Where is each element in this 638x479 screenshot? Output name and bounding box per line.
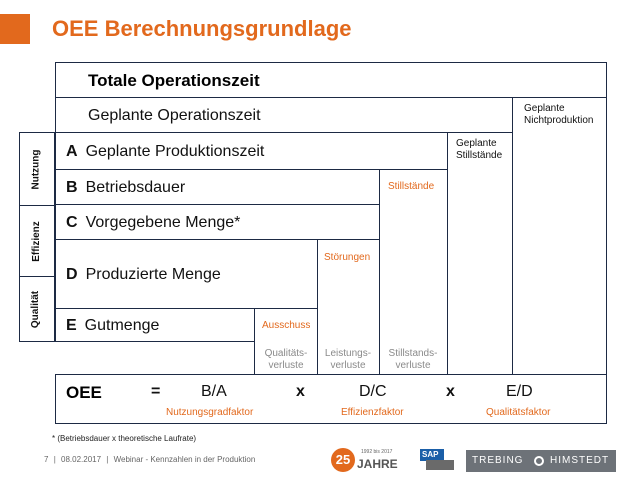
anniversary-word: JAHRE bbox=[357, 457, 398, 471]
row-e-box bbox=[55, 308, 255, 342]
stillstaende-label: Stillstände bbox=[388, 181, 435, 192]
row-d-text: Produzierte Menge bbox=[85, 266, 221, 283]
row-d-letter: D bbox=[66, 266, 78, 283]
effizienz-label: Effizienz bbox=[30, 220, 42, 262]
footer-text: Webinar - Kennzahlen in der Produktion bbox=[113, 455, 256, 464]
sap-logo-text: SAP bbox=[422, 450, 439, 459]
row-a-letter: A bbox=[66, 143, 78, 160]
row-a-box bbox=[55, 132, 448, 170]
formula-equals: = bbox=[151, 383, 161, 400]
trebing-logo-mark bbox=[534, 456, 544, 466]
row-e-text: Gutmenge bbox=[84, 317, 160, 334]
anniversary-logo bbox=[331, 448, 411, 472]
planned-nonproduction-box bbox=[512, 97, 607, 375]
title-accent-bar bbox=[0, 14, 30, 44]
formula-dc-caption: Effizienzfaktor bbox=[341, 407, 404, 418]
formula-ba: B/A bbox=[201, 383, 227, 400]
total-operation-time-box bbox=[55, 62, 607, 98]
row-b-box bbox=[55, 169, 380, 205]
planned-stops-label: Geplante Stillstände bbox=[456, 138, 503, 161]
trebing-himstedt-logo bbox=[466, 450, 616, 472]
row-c-box bbox=[55, 204, 380, 240]
formula-x2: x bbox=[446, 383, 455, 400]
formula-ed: E/D bbox=[506, 383, 533, 400]
row-c-letter: C bbox=[66, 214, 78, 231]
row-d-box bbox=[55, 239, 318, 309]
row-c-text: Vorgegebene Menge* bbox=[85, 214, 241, 231]
row-c-label bbox=[66, 214, 240, 232]
formula-x1: x bbox=[296, 383, 305, 400]
performance-losses-label: Leistungs-verluste bbox=[324, 348, 372, 371]
planned-nonproduction-label bbox=[524, 103, 604, 127]
footer-page: 7 bbox=[44, 455, 49, 464]
oee-label: OEE bbox=[66, 383, 102, 402]
anniversary-small: 1992 bis 2017 bbox=[361, 449, 393, 455]
row-a-text: Geplante Produktionszeit bbox=[85, 143, 265, 160]
footer-sep-1: | bbox=[53, 455, 56, 464]
row-b-label bbox=[66, 179, 185, 197]
qualitaet-label: Qualität bbox=[30, 290, 42, 328]
footer-sep-2: | bbox=[106, 455, 109, 464]
downtime-losses-label: Stillstands-verluste bbox=[388, 348, 438, 371]
row-e-label bbox=[66, 317, 159, 335]
page-title: OEE Berechnungsgrundlage bbox=[52, 16, 352, 41]
planned-operation-time-box bbox=[55, 97, 513, 133]
planned-nonproduction-text: Geplante Nichtproduktion bbox=[524, 103, 594, 126]
total-operation-time-label: Totale Operationszeit bbox=[88, 71, 260, 90]
stoerungen-label: Störungen bbox=[324, 252, 371, 263]
oee-formula-box bbox=[55, 374, 607, 424]
stillstaende-box bbox=[379, 169, 448, 375]
row-a-label bbox=[66, 143, 264, 161]
row-e-letter: E bbox=[66, 317, 77, 334]
planned-operation-time-label: Geplante Operationszeit bbox=[88, 107, 261, 124]
formula-dc: D/C bbox=[359, 383, 387, 400]
trebing-logo-left: TREBING bbox=[472, 455, 524, 466]
sap-logo bbox=[420, 449, 454, 471]
trebing-logo-right: HIMSTEDT bbox=[550, 455, 610, 466]
ausschuss-label: Ausschuss bbox=[262, 320, 311, 331]
nutzung-label: Nutzung bbox=[30, 149, 42, 189]
formula-ed-caption: Qualitätsfaktor bbox=[486, 407, 551, 418]
row-b-letter: B bbox=[66, 179, 78, 196]
planned-stops-box bbox=[447, 132, 513, 375]
footer-date: 08.02.2017 bbox=[61, 455, 102, 464]
footer-info bbox=[44, 455, 255, 464]
row-d-label bbox=[66, 266, 221, 284]
quality-losses-label: Qualitäts-verluste bbox=[264, 348, 308, 371]
anniversary-number: 25 bbox=[331, 448, 355, 472]
footnote: * (Betriebsdauer x theoretische Laufrate) bbox=[52, 434, 197, 443]
row-b-text: Betriebsdauer bbox=[85, 179, 186, 196]
formula-ba-caption: Nutzungsgradfaktor bbox=[166, 407, 254, 418]
